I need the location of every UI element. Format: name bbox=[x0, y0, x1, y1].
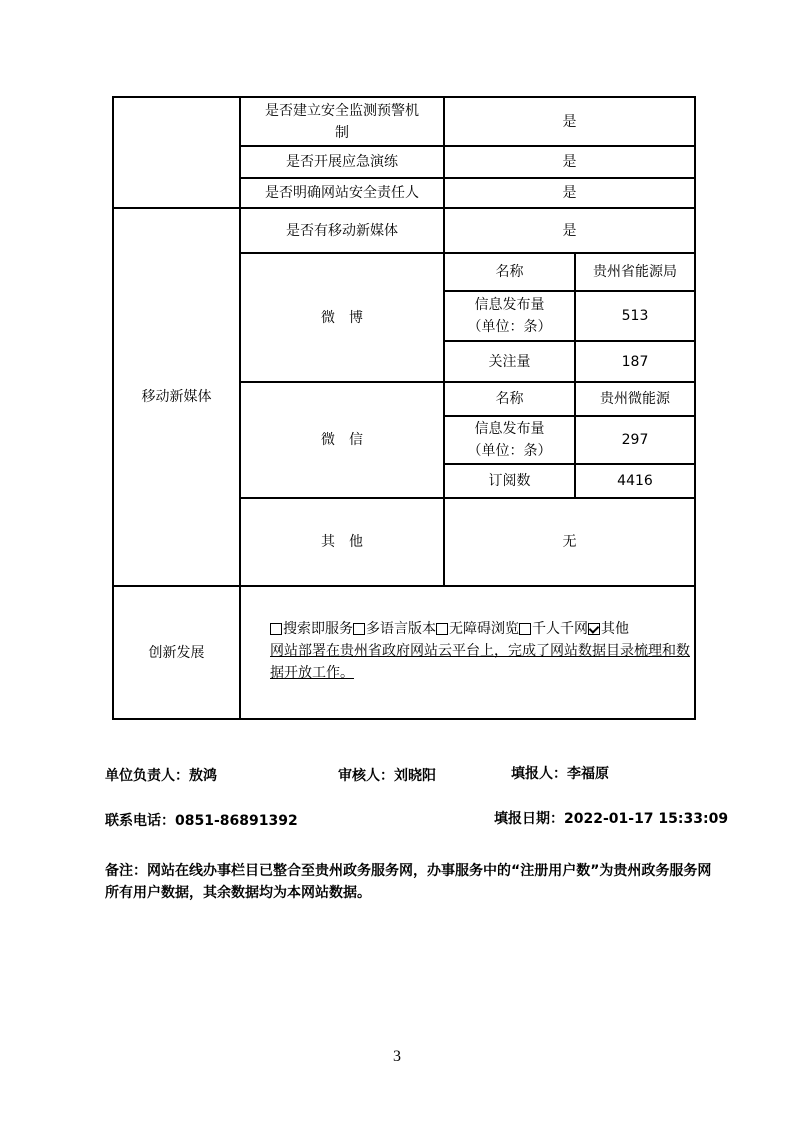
checkbox-icon[interactable] bbox=[353, 623, 365, 635]
unit-head: 单位负责人：敖鸿 bbox=[105, 768, 217, 784]
other-media-value: 无 bbox=[562, 534, 577, 550]
table-border-bottom bbox=[112, 718, 696, 720]
weibo-name-value: 贵州省能源局 bbox=[593, 264, 677, 280]
table-border-right bbox=[694, 96, 696, 720]
option-search-as-service[interactable] bbox=[270, 621, 353, 637]
filler: 填报人：李福原 bbox=[511, 766, 609, 782]
weixin-label: 微 信 bbox=[321, 432, 363, 448]
other-media-label: 其 他 bbox=[321, 534, 363, 550]
emergency-drill-label: 是否开展应急演练 bbox=[286, 154, 398, 170]
emergency-drill-value: 是 bbox=[562, 154, 577, 170]
weibo-posts-value: 513 bbox=[621, 308, 649, 324]
mobile-media-section-label: 移动新媒体 bbox=[141, 389, 212, 405]
security-monitor-value: 是 bbox=[562, 113, 577, 130]
security-owner-label: 是否明确网站安全责任人 bbox=[265, 185, 419, 201]
fill-date: 填报日期：2022-01-17 15:33:09 bbox=[494, 811, 729, 827]
has-mobile-media-label: 是否有移动新媒体 bbox=[286, 222, 398, 239]
checkbox-icon[interactable] bbox=[436, 623, 448, 635]
weixin-posts-value: 297 bbox=[621, 432, 649, 448]
option-personalized[interactable] bbox=[519, 621, 588, 637]
checkbox-icon[interactable] bbox=[270, 623, 282, 635]
option-label: 搜索即服务 bbox=[283, 621, 353, 637]
page-number: 3 bbox=[393, 1048, 401, 1065]
weibo-follow-value: 187 bbox=[621, 353, 649, 370]
option-label: 多语言版本 bbox=[366, 621, 436, 637]
has-mobile-media-value: 是 bbox=[562, 222, 577, 239]
option-label: 千人千网 bbox=[532, 621, 588, 637]
weixin-sub-value: 4416 bbox=[617, 473, 653, 489]
checked-checkbox-icon[interactable] bbox=[588, 623, 600, 635]
innovation-other-text: 网站部署在贵州省政府网站云平台上，完成了网站数据目录梳理和数据开放工作。 bbox=[270, 643, 690, 681]
weibo-follow-label: 关注量 bbox=[488, 353, 531, 370]
option-other[interactable] bbox=[588, 621, 629, 637]
weixin-sub-label: 订阅数 bbox=[488, 473, 531, 489]
remark-note: 备注：网站在线办事栏目已整合至贵州政务服务网，办事服务中的“注册用户数”为贵州政务服务网所有用户数据，其余数据均为本网站数据。 bbox=[105, 863, 712, 901]
weibo-label: 微 博 bbox=[321, 309, 363, 326]
option-accessibility[interactable] bbox=[436, 621, 519, 637]
weibo-posts-label: 信息发布量（单位：条） bbox=[467, 297, 552, 335]
contact-phone: 联系电话：0851-86891392 bbox=[105, 813, 298, 829]
innovation-label: 创新发展 bbox=[148, 644, 205, 661]
innovation-content bbox=[270, 618, 690, 684]
weibo-name-label: 名称 bbox=[495, 264, 524, 280]
reviewer: 审核人：刘晓阳 bbox=[338, 768, 436, 784]
option-multilingual[interactable] bbox=[353, 621, 436, 637]
option-label: 其他 bbox=[601, 621, 629, 637]
security-owner-value: 是 bbox=[562, 185, 577, 201]
weixin-posts-label: 信息发布量（单位：条） bbox=[467, 421, 552, 459]
security-monitor-label: 是否建立安全监测预警机制 bbox=[265, 102, 419, 141]
weixin-name-value: 贵州微能源 bbox=[600, 391, 670, 407]
checkbox-icon[interactable] bbox=[519, 623, 531, 635]
option-label: 无障碍浏览 bbox=[449, 621, 519, 637]
weixin-name-label: 名称 bbox=[495, 391, 524, 407]
